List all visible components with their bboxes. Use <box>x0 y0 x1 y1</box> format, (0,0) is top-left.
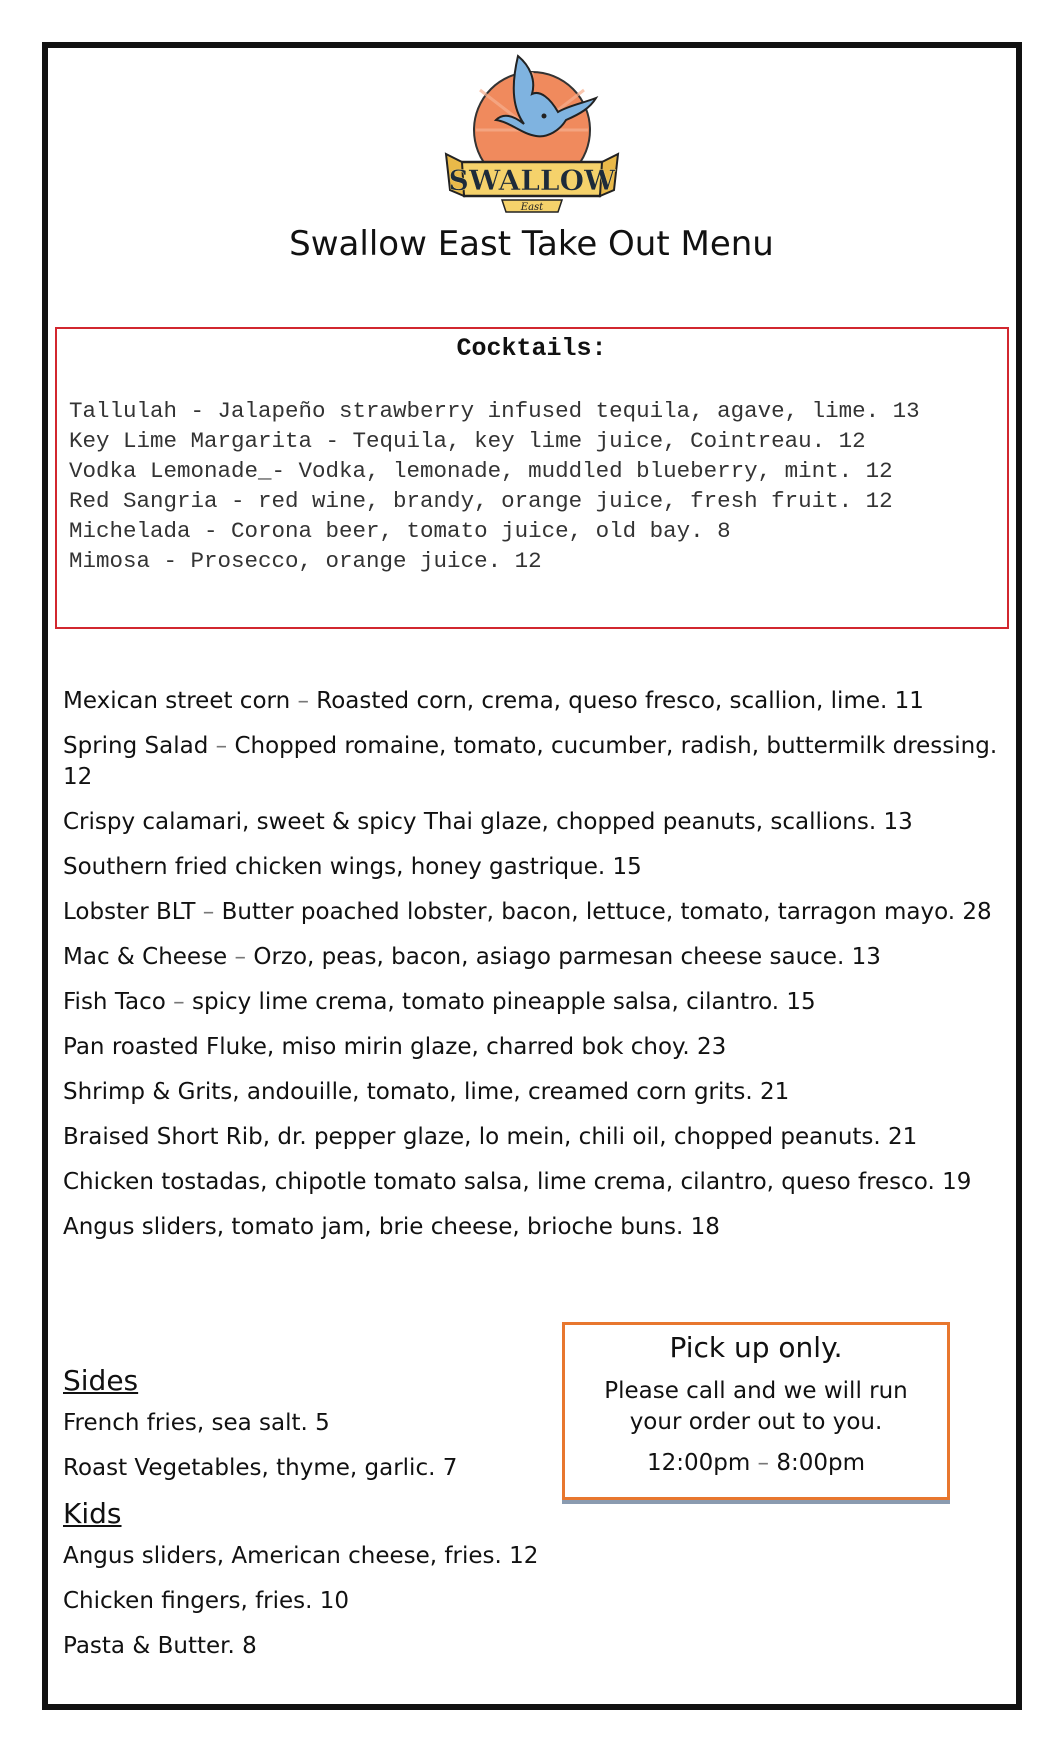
dish-name: Fish Taco <box>63 989 166 1015</box>
dish-desc: Orzo, peas, bacon, asiago parmesan cheese sauce. 13 <box>253 944 881 970</box>
cocktail-item: Red Sangria - red wine, brandy, orange juice, fresh fruit. 12 <box>69 488 893 514</box>
dish-name: Angus sliders, tomato jam, brie cheese, brioche buns. 18 <box>63 1214 720 1240</box>
dish-name: Spring Salad <box>63 733 209 759</box>
sides-and-kids <box>63 1365 543 1676</box>
cocktails-heading: Cocktails: <box>456 334 607 363</box>
pickup-message: Please call and we will run your order out to you. <box>604 1378 908 1435</box>
dish-dash: – <box>290 688 317 714</box>
sides-heading: Sides <box>63 1364 139 1397</box>
cocktail-item: Mimosa - Prosecco, orange juice. 12 <box>69 548 542 574</box>
dish-desc: spicy lime crema, tomato pineapple salsa, cilantro. 15 <box>192 989 816 1015</box>
dish-item <box>63 897 1013 928</box>
dish-item <box>63 807 1013 838</box>
kids-item: Pasta & Butter. 8 <box>63 1633 257 1659</box>
kids-list <box>63 1541 543 1662</box>
dish-item <box>63 1122 1013 1153</box>
dish-name: Southern fried chicken wings, honey gastrique. 15 <box>63 854 642 880</box>
cocktail-list <box>69 396 920 576</box>
dish-dash: – <box>165 989 192 1015</box>
cocktail-item: Michelada - Corona beer, tomato juice, old bay. 8 <box>69 518 731 544</box>
pickup-notice <box>562 1322 950 1500</box>
dish-item <box>63 1167 1013 1198</box>
logo-wordmark: SWALLOW <box>448 164 616 197</box>
dish-name: Mexican street corn <box>63 688 291 714</box>
pickup-hours <box>565 1450 947 1476</box>
dish-name: Pan roasted Fluke, miso mirin glaze, charred bok choy. 23 <box>63 1034 727 1060</box>
dish-item <box>63 1032 1013 1063</box>
dish-item <box>63 987 1013 1018</box>
dish-item <box>63 1077 1013 1108</box>
dish-name: Mac & Cheese <box>63 944 228 970</box>
dish-item <box>63 1212 1013 1243</box>
hours-open: 12:00pm <box>646 1450 751 1476</box>
dish-list <box>63 686 1013 1257</box>
sides-list <box>63 1408 543 1484</box>
cocktail-item: Key Lime Margarita - Tequila, key lime juice, Cointreau. 12 <box>69 428 866 454</box>
page-title: Swallow East Take Out Menu <box>289 224 774 264</box>
dish-desc: Chopped romaine, tomato, cucumber, radish, buttermilk dressing. 12 <box>63 733 998 790</box>
dish-name: Shrimp & Grits, andouille, tomato, lime, creamed corn grits. 21 <box>63 1079 790 1105</box>
dish-name: Chicken tostadas, chipotle tomato salsa, lime crema, cilantro, queso fresco. 19 <box>63 1169 972 1195</box>
dish-item <box>63 731 1013 793</box>
kids-heading: Kids <box>63 1497 122 1530</box>
dish-name: Braised Short Rib, dr. pepper glaze, lo mein, chili oil, chopped peanuts. 21 <box>63 1124 918 1150</box>
dish-item <box>63 852 1013 883</box>
side-item: French fries, sea salt. 5 <box>63 1410 330 1436</box>
dish-item <box>63 942 1013 973</box>
dish-name: Crispy calamari, sweet & spicy Thai glaze, chopped peanuts, scallions. 13 <box>63 809 913 835</box>
hours-close: 8:00pm <box>776 1450 866 1476</box>
dish-dash: – <box>227 944 254 970</box>
dish-item <box>63 686 1013 717</box>
dish-name: Lobster BLT <box>63 899 196 925</box>
dish-desc: Butter poached lobster, bacon, lettuce, tomato, tarragon mayo. 28 <box>221 899 992 925</box>
cocktail-item: Vodka Lemonade_- Vodka, lemonade, muddled blueberry, mint. 12 <box>69 458 893 484</box>
kids-item: Chicken fingers, fries. 10 <box>63 1588 350 1614</box>
cocktail-item: Tallulah - Jalapeño strawberry infused tequila, agave, lime. 13 <box>69 398 920 424</box>
dish-dash: – <box>195 899 222 925</box>
kids-item: Angus sliders, American cheese, fries. 12 <box>63 1543 539 1569</box>
dish-dash: – <box>208 733 235 759</box>
hours-sep: – <box>750 1450 777 1476</box>
swallow-logo <box>440 50 624 228</box>
pickup-title: Pick up only. <box>669 1331 843 1364</box>
side-item: Roast Vegetables, thyme, garlic. 7 <box>63 1455 458 1481</box>
dish-desc: Roasted corn, crema, queso fresco, scallion, lime. 11 <box>316 688 924 714</box>
logo-subtext: East <box>520 202 544 213</box>
